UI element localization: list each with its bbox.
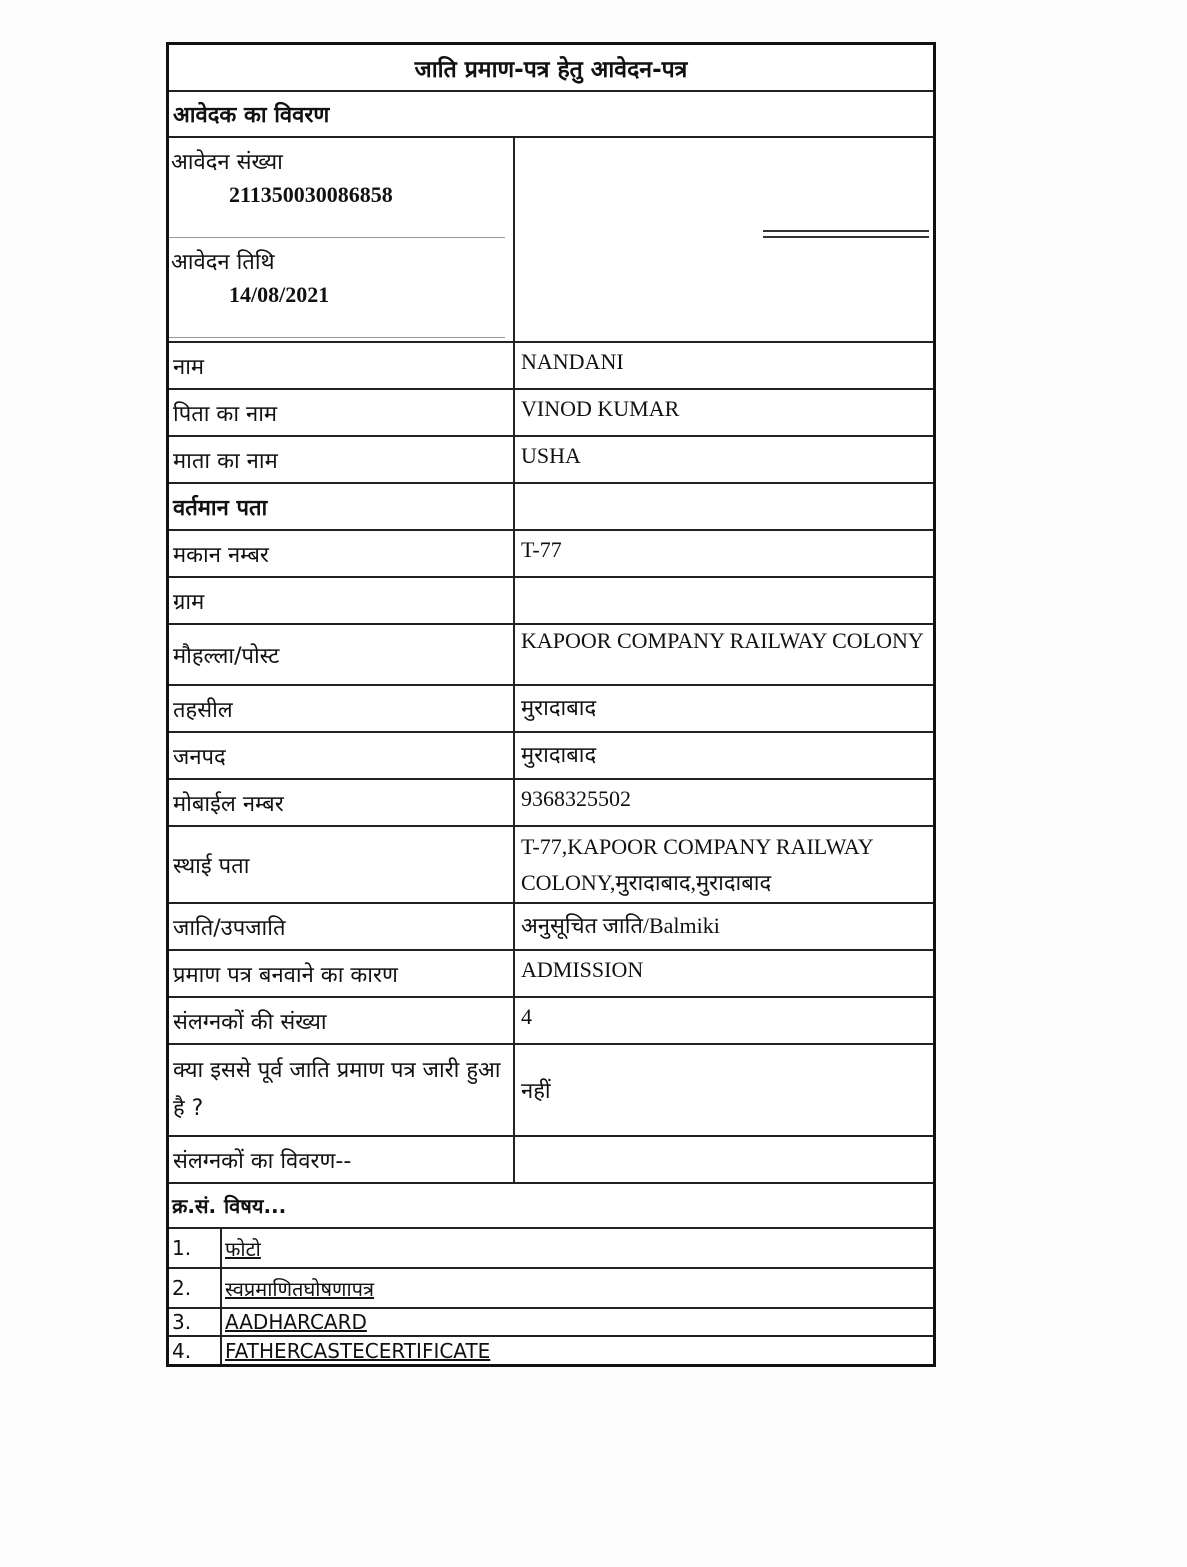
name-value: NANDANI bbox=[521, 349, 624, 374]
prior-certificate-label: क्या इससे पूर्व जाति प्रमाण पत्र जारी हुआ है ? bbox=[169, 1045, 515, 1135]
current-address-value bbox=[515, 484, 933, 529]
locality-row bbox=[169, 625, 933, 686]
house-label: मकान नम्बर bbox=[169, 531, 515, 576]
caste-label: जाति/उपजाति bbox=[169, 904, 515, 949]
reason-label: प्रमाण पत्र बनवाने का कारण bbox=[169, 951, 515, 996]
application-date-block bbox=[169, 238, 505, 338]
attachments-section bbox=[169, 1184, 933, 1364]
village-row bbox=[169, 578, 933, 625]
attachment-row bbox=[169, 1268, 933, 1308]
photo-area bbox=[515, 138, 933, 341]
tehsil-value: मुरादाबाद bbox=[521, 696, 597, 721]
photo-placeholder-line bbox=[763, 230, 929, 238]
tehsil-label: तहसील bbox=[169, 686, 515, 731]
attach-count-value: 4 bbox=[521, 1004, 532, 1029]
application-number-value: 211350030086858 bbox=[229, 182, 393, 207]
attachment-serial: 1. bbox=[169, 1228, 221, 1268]
attachment-serial: 4. bbox=[169, 1336, 221, 1364]
application-info-cell bbox=[169, 138, 515, 341]
permanent-address-label: स्थाई पता bbox=[169, 827, 515, 902]
mobile-label: मोबाईल नम्बर bbox=[169, 780, 515, 825]
attachment-row bbox=[169, 1336, 933, 1364]
father-value: VINOD KUMAR bbox=[521, 396, 680, 421]
application-info-row bbox=[169, 138, 933, 343]
current-address-row bbox=[169, 484, 933, 531]
district-row bbox=[169, 733, 933, 780]
permanent-address-value: T-77,KAPOOR COMPANY RAILWAY COLONY,मुरादाबाद,मुरादाबाद bbox=[521, 834, 873, 895]
application-date-label: आवेदन तिथि bbox=[171, 250, 275, 275]
application-number-label: आवेदन संख्या bbox=[171, 150, 283, 175]
father-label: पिता का नाम bbox=[169, 390, 515, 435]
attach-details-value bbox=[515, 1137, 933, 1182]
attachments-header-row bbox=[169, 1184, 933, 1228]
name-label: नाम bbox=[169, 343, 515, 388]
application-date-value: 14/08/2021 bbox=[229, 282, 330, 307]
mobile-row bbox=[169, 780, 933, 827]
mother-row bbox=[169, 437, 933, 484]
form-title: जाति प्रमाण-पत्र हेतु आवेदन-पत्र bbox=[169, 45, 933, 92]
name-row bbox=[169, 343, 933, 390]
prior-certificate-row bbox=[169, 1045, 933, 1137]
attach-count-row bbox=[169, 998, 933, 1045]
caste-certificate-application-form bbox=[166, 42, 936, 1367]
attach-details-label: संलग्नकों का विवरण-- bbox=[169, 1137, 515, 1182]
caste-row bbox=[169, 904, 933, 951]
attach-details-row bbox=[169, 1137, 933, 1184]
serial-header: क्र.सं. bbox=[169, 1184, 221, 1228]
locality-value: KAPOOR COMPANY RAILWAY COLONY bbox=[521, 628, 924, 653]
attachment-link-aadharcard[interactable]: AADHARCARD bbox=[225, 1310, 367, 1334]
attachment-row bbox=[169, 1308, 933, 1336]
village-label: ग्राम bbox=[169, 578, 515, 623]
locality-label: मौहल्ला/पोस्ट bbox=[169, 625, 515, 684]
attachment-row bbox=[169, 1228, 933, 1268]
mother-value: USHA bbox=[521, 443, 581, 468]
reason-row bbox=[169, 951, 933, 998]
village-value bbox=[515, 578, 933, 623]
attachment-link-photo[interactable]: फोटो bbox=[225, 1236, 261, 1261]
attachment-serial: 2. bbox=[169, 1268, 221, 1308]
subject-header: विषय... bbox=[221, 1184, 933, 1228]
caste-value: अनुसूचित जाति/Balmiki bbox=[521, 913, 720, 938]
attachments-table bbox=[169, 1184, 933, 1364]
house-row bbox=[169, 531, 933, 578]
district-label: जनपद bbox=[169, 733, 515, 778]
mobile-value: 9368325502 bbox=[521, 786, 631, 811]
permanent-address-row bbox=[169, 827, 933, 904]
attachment-link-father-caste-certificate[interactable]: FATHERCASTECERTIFICATE bbox=[225, 1338, 491, 1363]
application-number-block bbox=[169, 138, 505, 238]
tehsil-row bbox=[169, 686, 933, 733]
district-value: मुरादाबाद bbox=[521, 743, 597, 768]
attachment-link-self-declaration[interactable]: स्वप्रमाणितघोषणापत्र bbox=[225, 1276, 375, 1301]
current-address-label: वर्तमान पता bbox=[169, 484, 515, 529]
house-value: T-77 bbox=[521, 537, 562, 562]
prior-certificate-value: नहीं bbox=[521, 1079, 551, 1104]
mother-label: माता का नाम bbox=[169, 437, 515, 482]
attach-count-label: संलग्नकों की संख्या bbox=[169, 998, 515, 1043]
father-row bbox=[169, 390, 933, 437]
applicant-section-heading: आवेदक का विवरण bbox=[169, 92, 933, 138]
attachment-serial: 3. bbox=[169, 1308, 221, 1336]
reason-value: ADMISSION bbox=[521, 957, 644, 982]
